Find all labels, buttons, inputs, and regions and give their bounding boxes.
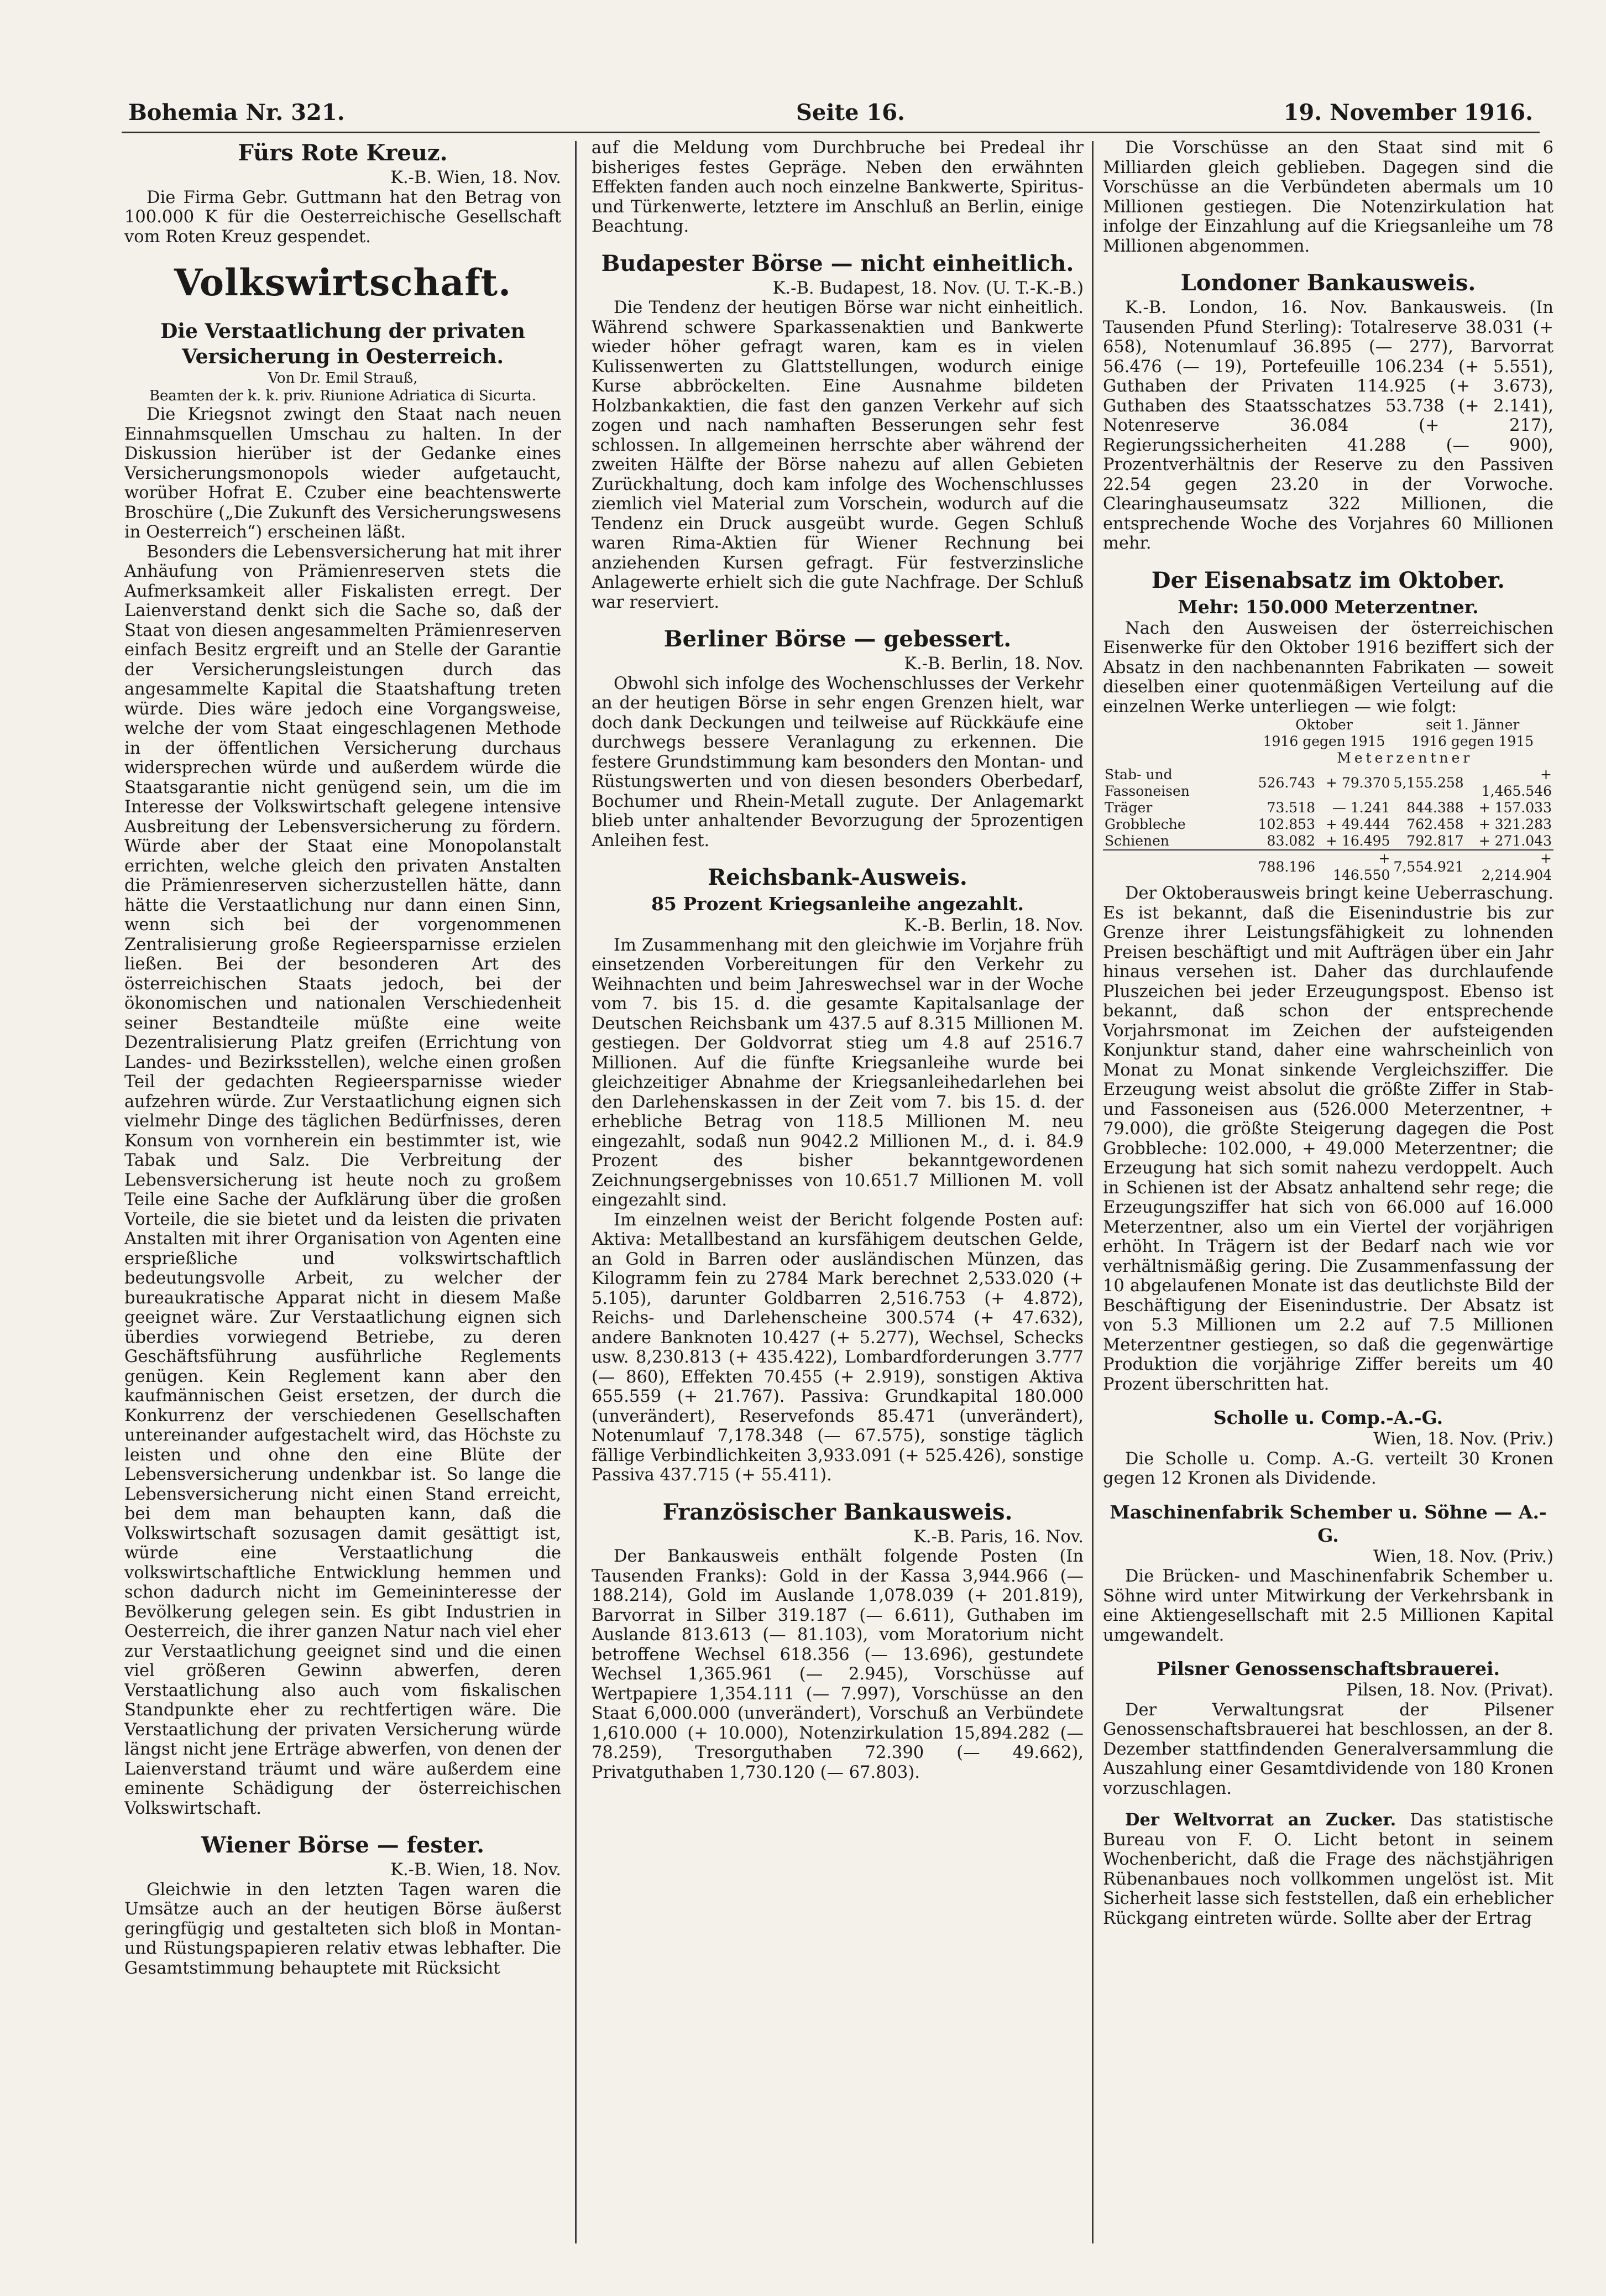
heading-eisenabsatz: Der Eisenabsatz im Oktober.: [1151, 567, 1505, 593]
article-text: Die Firma Gebr. Guttmann hat den Betrag von 100.000 K für die Oesterreichische Gesellschaft vom Roten Kreuz gespendet.: [124, 187, 561, 247]
author-role: Beamten der k. k. priv. Riunione Adriatica di Sicurta.: [149, 388, 537, 404]
dateline: K.-B. Paris, 16. Nov.: [913, 1527, 1084, 1547]
author-line: Von Dr. Emil Strauß,: [268, 370, 418, 387]
header-page-number: Seite 16.: [796, 100, 905, 126]
column-3: [1103, 138, 1553, 2252]
column-2: [592, 138, 1084, 2252]
heading-wiener-boerse: Wiener Börse — fester.: [201, 1832, 485, 1858]
article-text: Der Verwaltungsrat der Pilsener Genossenschaftsbrauerei hat beschlossen, an der 8. Dezember stattfindenden Generalversammlung die Auszahlung einer Gesamtdividende von 180 Kronen vorzuschlagen.: [1103, 1700, 1553, 1798]
heading-scholle: Scholle u. Comp.-A.-G.: [1213, 1407, 1443, 1428]
dateline: K.-B. Budapest, 18. Nov. (U. T.-K.-B.): [772, 278, 1084, 298]
heading-budapester-boerse: Budapester Börse — nicht einheitlich.: [601, 250, 1074, 276]
heading-reichsbank-ausweis: Reichsbank-Ausweis.: [708, 864, 967, 890]
table-unit-row: Meterzentner: [1337, 750, 1473, 766]
article-text: K.-B. London, 16. Nov. Bankausweis. (In Tausenden Pfund Sterling): Totalreserve 38.031 (+ 658), Notenumlauf 36.895 (— 277), Barvorrat 56.476 (— 19), Portefeuille 106.234 (+ 5.551), Guthaben der Privaten 114.925 (+ 3.673), Guthaben des Staatsschatzes 53.738 (+ 2.141), Notenreserve 36.084 (+ 217), Regierungssicherheiten 41.288 (— 900), Prozentverhältnis der Reserve zu den Passiven 22.54 gegen 23.20 in der Vorwoche. Clearinghauseumsatz 322 Millionen, die entsprechende Woche des Vorjahres 60 Millionen mehr.: [1103, 298, 1553, 553]
article-text: Der Bankausweis enthält folgende Posten (In Tausenden Franks): Gold in der Kassa 3,944.966 (— 188.214), Gold im Auslande 1,078.039 (+ 201.819), Barvorrat in Silber 319.187 (— 6.611), Guthaben im Auslande 813.613 (— 81.103), vom Moratorium nicht betroffene Wechsel 618.356 (— 13.696), gestundete Wechsel 1,365.961 (— 2.945), Vorschüsse auf Wertpapiere 1,354.111 (— 7.997), Vorschüsse an den Staat 6,000.000 (unverändert), Vorschuß an Verbündete 1,610.000 (+ 10.000), Notenzirkulation 15,894.282 (— 78.259), Tresorguthaben 72.390 (— 49.662), Privatguthaben 1,730.120 (— 67.803).: [592, 1547, 1084, 1782]
dateline: K.-B. Wien, 18. Nov.: [390, 1860, 561, 1880]
article-text: Obwohl sich infolge des Wochenschlusses der Verkehr an der heutigen Börse in sehr engen Grenzen hielt, war doch dank Deckungen und teilweise auf Rückkäufe eine durchwegs bessere Veranlagung zu erkennen. Die festere Grundstimmung kam besonders den Montan- und Rüstungswerten und von diesen besonders Oberbedarf, Bochumer und Rhein-Metall zugute. Der Anlagemarkt blieb unter anhaltender Bevorzugung der 5prozentigen Anleihen fest.: [592, 674, 1084, 850]
table-header-row: 1916 gegen 1915 1916 gegen 1915: [1263, 733, 1534, 749]
column-rule-1: [575, 141, 577, 2243]
article-text: Die Tendenz der heutigen Börse war nicht einheitlich. Während schwere Sparkassenaktien und Bankwerte wieder höher gefragt waren, kam es in vielen Kulissenwerten zu Glattstellungen, wodurch einige Kurse abbröckelten. Eine Ausnahme bildeten Holzbankaktien, die fast den ganzen Verkehr auf sich zogen und nach namhaften Besserungen sehr fest schlossen. In allgemeinen herrschte aber während der zweiten Hälfte der Börse nahezu auf allen Gebieten Zurückhaltung, doch kam infolge des Wochenschlusses ziemlich viel Material zum Vorschein, wodurch auf die Tendenz ein Druck ausgeübt wurde. Gegen Schluß waren Rima-Aktien für Wiener Rechnung bei anziehenden Kursen gefragt. Für festverzinsliche Anlagewerte erhielt sich die gute Nachfrage. Der Schluß war reserviert.: [592, 298, 1084, 612]
heading-berliner-boerse: Berliner Börse — gebessert.: [663, 626, 1012, 652]
article-text: Die Brücken- und Maschinenfabrik Schember u. Söhne wird unter Mitwirkung der Verkehrsbank in eine Aktiengesellschaft mit 2.5 Millionen Kapital umgewandelt.: [1103, 1567, 1553, 1645]
table-row: Grobbleche 102.853 + 49.444 762.458 + 321.283: [1105, 816, 1552, 832]
heading-franzoesischer-bankausweis: Französischer Bankausweis.: [662, 1499, 1013, 1525]
table-header-row: Oktober seit 1. Jänner: [1295, 717, 1520, 733]
lead-in-weltvorrat: Der Weltvorrat an Zucker.: [1125, 1810, 1396, 1830]
heading-londoner-bankausweis: Londoner Bankausweis.: [1180, 270, 1476, 296]
dateline: Pilsen, 18. Nov. (Privat).: [1346, 1681, 1553, 1700]
article-text: auf die Meldung vom Durchbruche bei Predeal ihr bisheriges festes Gepräge. Neben den erwähnten Effekten fanden auch noch einzelne Bankwerte, Spiritus- und Türkenwerte, letztere im Anschluß an Berlin, einige Beachtung.: [592, 138, 1084, 236]
article-text: Im Zusammenhang mit den gleichwie im Vorjahre früh einsetzenden Vorbereitungen für den Verkehr zu Weihnachten und beim Jahreswechsel war in der Woche vom 7. bis 15. d. die gesamte Kapitalsanlage der Deutschen Reichsbank um 437.5 auf 8.315 Millionen M. gestiegen. Der Goldvorrat stieg um 4.8 auf 2516.7 Millionen. Auf die fünfte Kriegsanleihe wurde bei gleichzeitiger Abnahme der Kriegsanleihedarlehen bei den Darlehenskassen in der Zeit vom 7. bis 15. d. der erhebliche Betrag von 118.5 Millionen M. neu eingezahlt, sodaß nun 9042.2 Millionen M., d. i. 84.9 Prozent des bisher bekanntgewordenen Zeichnungsergebnisses von 10.651.7 Millionen M. voll eingezahlt sind.: [592, 935, 1084, 1210]
table-row: Träger 73.518 — 1.241 844.388 + 157.033: [1105, 800, 1552, 816]
heading-pilsner: Pilsner Genossenschaftsbrauerei.: [1157, 1658, 1500, 1679]
dateline: K.-B. Berlin, 18. Nov.: [904, 654, 1084, 674]
header-rule: [122, 132, 1540, 133]
dateline: K.-B. Berlin, 18. Nov.: [904, 916, 1084, 935]
article-text: Der Weltvorrat an Zucker. Das statistische Bureau von F. O. Licht betont in seinem Wochenbericht, daß die Frage des nächstjährigen Rübenanbaues noch vollkommen ungelöst ist. Mit Sicherheit lasse sich feststellen, daß ein erheblicher Rückgang eintreten würde. Sollte aber der Ertrag: [1103, 1810, 1553, 1928]
heading-rotes-kreuz: Fürs Rote Kreuz.: [238, 140, 448, 166]
section-title-volkswirtschaft: Volkswirtschaft.: [174, 261, 512, 304]
article-text: Die Kriegsnot zwingt den Staat nach neuen Einnahmsquellen Umschau zu halten. In der Diskussion hierüber ist der Gedanke eines Versicherungsmonopols wieder aufgetaucht, worüber Hofrat E. Czuber eine beachtenswerte Broschüre („Die Zukunft des Versicherungswesens in Oesterreich“) erscheinen läßt.: [124, 405, 561, 542]
subheading: Mehr: 150.000 Meterzentner.: [1178, 596, 1479, 618]
table-row: Stab- und Fassoneisen 526.743 + 79.370 5,155.258 + 1,465.546: [1105, 766, 1552, 799]
dateline: K.-B. Wien, 18. Nov.: [390, 168, 561, 187]
article-text: Gleichwie in den letzten Tagen waren die Umsätze auch an der heutigen Börse äußerst geringfügig und gestalteten sich bloß in Montan- und Rüstungspapieren relativ etwas lebhafter. Die Gesamtstimmung behauptete mit Rücksicht: [124, 1880, 561, 1978]
article-text: Die Scholle u. Comp. A.-G. verteilt 30 Kronen gegen 12 Kronen als Dividende.: [1103, 1449, 1553, 1488]
subheading: 85 Prozent Kriegsanleihe angezahlt.: [651, 893, 1024, 915]
dateline: Wien, 18. Nov. (Priv.): [1373, 1429, 1553, 1449]
column-1: [124, 138, 561, 2252]
table-row: Schienen 83.082 + 16.495 792.817 + 271.043: [1103, 833, 1553, 850]
article-text: Besonders die Lebensversicherung hat mit ihrer Anhäufung von Prämienreserven stets die Aufmerksamkeit aller Fiskalisten erregt. Der Laienverstand denkt sich die Sache so, daß der Staat von diesen angesammelten Prämienreserven einfach Besitz ergreift und an Stelle der Garantie der Versicherungsleistungen durch das angesammelte Kapital die Staatshaftung treten würde. Dies wäre jedoch eine Vorgangsweise, welche der vom Staat eingeschlagenen Methode in der öffentlichen Versicherung durchaus widersprechen würde und außerdem würde die Staatsgarantie nicht genügend sein, um die im Interesse der Volkswirtschaft gelegene intensive Ausbreitung der Lebensversicherung zu fördern. Würde aber der Staat eine Monopolanstalt errichten, welche gleich den privaten Anstalten die Prämienreserven sicherzustellen hätte, dann hätte die Verstaatlichung nur dann einen Sinn, wenn sich bei der vorgenommenen Zentralisierung große Regieersparnisse erzielen ließen. Bei der besonderen Art des österreichischen Staats jedoch, bei der ökonomischen und nationalen Verschiedenheit seiner Bestandteile müßte eine weite Dezentralisierung Platz greifen (Errichtung von Landes- und Bezirksstellen), welche einen großen Teil der gedachten Regieersparnisse wieder aufzehren würde. Zur Verstaatlichung eignen sich vielmehr Dinge des täglichen Bedürfnisses, deren Konsum von vornherein ein bestimmter ist, wie Tabak und Salz. Die Verbreitung der Lebensversicherung ist heute noch zu großem Teile eine Sache der Aufklärung über die großen Vorteile, die sie bietet und da leisten die privaten Anstalten mit ihrer Organisation von Agenten eine ersprießliche und volkswirtschaftlich bedeutungsvolle Arbeit, zu welcher der bureaukratische Apparat nicht in diesem Maße geeignet wäre. Zur Verstaatlichung eignen sich überdies vorwiegend Betriebe, zu deren Geschäftsführung ausführliche Reglements genügen. Kein Reglement kann aber den kaufmännischen Geist ersetzen, der durch die Konkurrenz der verschiedenen Gesellschaften untereinander aufgestachelt wird, das Höchste zu leisten und ohne den eine Blüte der Lebensversicherung undenkbar ist. So lange die Lebensversicherung nicht einen Stand erreicht, bei dem man behaupten kann, daß die Volkswirtschaft sozusagen damit gesättigt ist, würde eine Verstaatlichung die volkswirtschaftliche Entwicklung hemmen und schon dadurch nicht im Gemeininteresse der Bevölkerung gelegen sein. Es gibt Industrien in Oesterreich, die ihrer ganzen Natur nach viel eher zur Verstaatlichung geeignet sind und die einen viel größeren Gewinn abwerfen, deren Verstaatlichung also auch vom fiskalischen Standpunkte eher zu rechtfertigen wäre. Die Verstaatlichung der privaten Versicherung würde längst nicht jene Erträge abwerfen, von denen der Laienverstand träumt und wäre außerdem eine eminente Schädigung der österreichischen Volkswirtschaft.: [124, 542, 561, 1818]
article-text: Die Vorschüsse an den Staat sind mit 6 Milliarden gleich geblieben. Dagegen sind die Vorschüsse an die Verbündeten abermals um 10 Millionen gestiegen. Die Notenzirkulation hat infolge der Einzahlung auf die Kriegsanleihe um 78 Millionen abgenommen.: [1103, 138, 1553, 256]
header-issue: Bohemia Nr. 321.: [128, 100, 345, 126]
header-date: 19. November 1916.: [1283, 100, 1533, 126]
column-rule-2: [1092, 141, 1094, 2243]
article-text: Im einzelnen weist der Bericht folgende Posten auf: Aktiva: Metallbestand an kursfähigem deutschen Gelde, an Gold in Barren oder ausländischen Münzen, das Kilogramm fein zu 2784 Mark berechnet 2,533.020 (+ 5.105), darunter Goldbarren 2,516.753 (+ 4.872), Reichs- und Darlehenscheine 300.574 (+ 47.632), andere Banknoten 10.427 (+ 5.277), Wechsel, Schecks usw. 8,230.813 (+ 435.422), Lombardforderungen 3.777 (— 860), Effekten 70.455 (+ 2.919), sonstigen Aktiva 655.559 (+ 21.767). Passiva: Grundkapital 180.000 (unverändert), Reservefonds 85.471 (unverändert), Notenumlauf 7,178.348 (— 67.575), sonstige täglich fällige Verbindlichkeiten 3,933.091 (+ 525.426), sonstige Passiva 437.715 (+ 55.411).: [592, 1210, 1084, 1485]
article-text: Nach den Ausweisen der österreichischen Eisenwerke für den Oktober 1916 beziffert sich der Absatz in den nachbenannten Fabrikaten — soweit dieselben einer quotenmäßigen Verteilung auf die einzelnen Werke unterliegen — wie folgt:: [1103, 618, 1553, 717]
article-text: Der Oktoberausweis bringt keine Ueberraschung. Es ist bekannt, daß die Eisenindustrie bis zur Grenze ihrer Leistungsfähigkeit zu lohnenden Preisen beschäftigt und mit Aufträgen über ein Jahr hinaus versehen ist. Daher das durchlaufende Pluszeichen bei jeder Erzeugungspost. Ebenso ist bekannt, daß schon der entsprechende Vorjahrsmonat im Zeichen der aufsteigenden Konjunktur stand, daher eine wahrscheinlich von Monat zu Monat sinkende Vergleichsziffer. Die Erzeugung weist absolut die größte Ziffer in Stab- und Fassoneisen aus (526.000 Meterzentner, + 79.000), die größte Steigerung dagegen die Post Grobbleche: 102.000, + 49.000 Meterzentner; die Erzeugung hat sich somit nahezu verdoppelt. Auch in Schienen ist der Absatz anhaltend sehr rege; die Erzeugungsziffer hat sich von 66.000 auf 16.000 Meterzentner, also um ein Viertel der vorjährigen erhöht. In Trägern ist der Bedarf nach wie vor verhältnismäßig gering. Die Zusammenfassung der 10 abgelaufenen Monate ist das deutlichste Bild der Beschäftigung der Eisenindustrie. Der Absatz ist von 5.3 Millionen um 2.2 auf 7.5 Millionen Meterzentner gestiegen, so daß die gegenwärtige Produktion die vorjährige Ziffer bereits um 40 Prozent überschritten hat.: [1103, 884, 1553, 1394]
dateline: Wien, 18. Nov. (Priv.): [1373, 1547, 1553, 1567]
eisen-table: [1103, 717, 1553, 884]
table-total-row: 788.196 + 146.550 7,554.921 + 2,214.904: [1258, 850, 1552, 883]
heading-maschinenfabrik: Maschinenfabrik Schember u. Söhne — A.-G.: [1110, 1501, 1547, 1546]
heading-verstaatlichung: Die Verstaatlichung der privaten Versicherung in Oesterreich.: [160, 320, 525, 368]
